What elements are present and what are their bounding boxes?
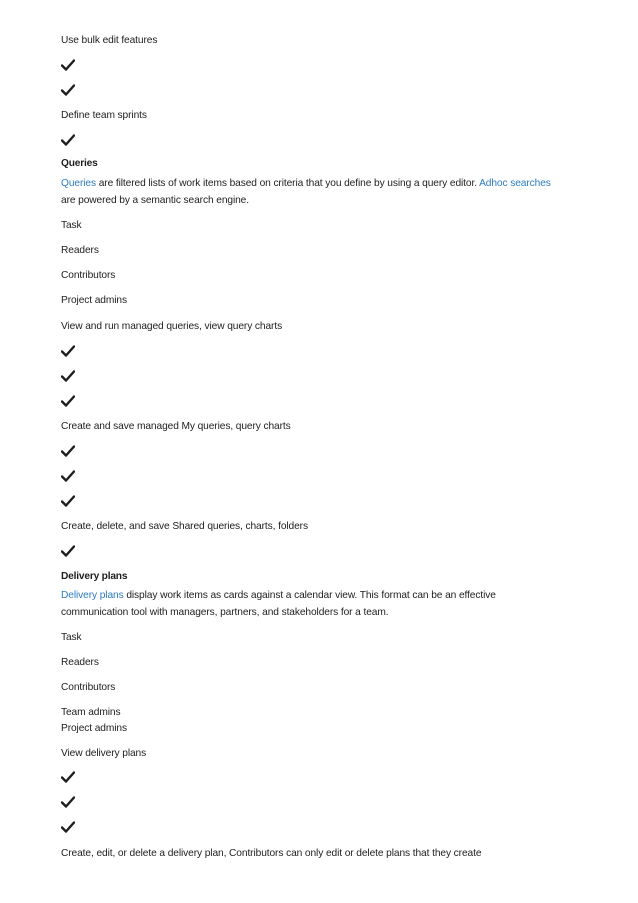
team-sprints-label: Define team sprints (61, 110, 147, 121)
plans-row-create-edit: Create, edit, or delete a delivery plan, Contributors can only edit or delete plans that they create (61, 848, 482, 859)
plans-row-view: View delivery plans (61, 748, 147, 759)
checkmark-icon (61, 545, 75, 557)
checkmark-icon (61, 134, 75, 146)
queries-col-readers: Readers (61, 245, 99, 256)
plans-col-task: Task (61, 632, 82, 643)
checkmark-icon (61, 370, 75, 382)
queries-text-2: are powered by a semantic search engine. (61, 195, 249, 206)
queries-col-contributors: Contributors (61, 270, 116, 281)
plans-col-readers: Readers (61, 657, 99, 668)
delivery-plans-text-1: display work items as cards against a calendar view. This format can be an effective (123, 590, 496, 601)
delivery-plans-description (61, 587, 581, 621)
checkmark-icon (61, 59, 75, 71)
checkmark-icon (61, 796, 75, 808)
queries-row-view-run: View and run managed queries, view query charts (61, 321, 283, 332)
checkmark-icon (61, 345, 75, 357)
delivery-plans-heading: Delivery plans (61, 571, 128, 582)
queries-col-task: Task (61, 220, 82, 231)
queries-text-1: are filtered lists of work items based on criteria that you define by using a query editor. (95, 178, 480, 189)
adhoc-searches-link[interactable]: Adhoc searches (479, 178, 551, 189)
checkmark-icon (61, 470, 75, 482)
plans-col-contributors: Contributors (61, 682, 116, 693)
checkmark-icon (61, 395, 75, 407)
plans-col-team-admins: Team admins (61, 707, 121, 718)
bulk-edit-label: Use bulk edit features (61, 35, 158, 46)
checkmark-icon (61, 445, 75, 457)
plans-col-project-admins: Project admins (61, 723, 127, 734)
queries-heading: Queries (61, 158, 98, 169)
queries-row-create-save: Create and save managed My queries, query charts (61, 421, 291, 432)
queries-col-project-admins: Project admins (61, 295, 127, 306)
queries-link[interactable]: Queries (61, 178, 96, 189)
delivery-plans-link[interactable]: Delivery plans (61, 590, 124, 601)
checkmark-icon (61, 771, 75, 783)
checkmark-icon (61, 495, 75, 507)
delivery-plans-text-2: communication tool with managers, partners, and stakeholders for a team. (61, 607, 389, 618)
queries-description (61, 175, 581, 209)
checkmark-icon (61, 821, 75, 833)
queries-row-shared: Create, delete, and save Shared queries, charts, folders (61, 521, 308, 532)
checkmark-icon (61, 84, 75, 96)
